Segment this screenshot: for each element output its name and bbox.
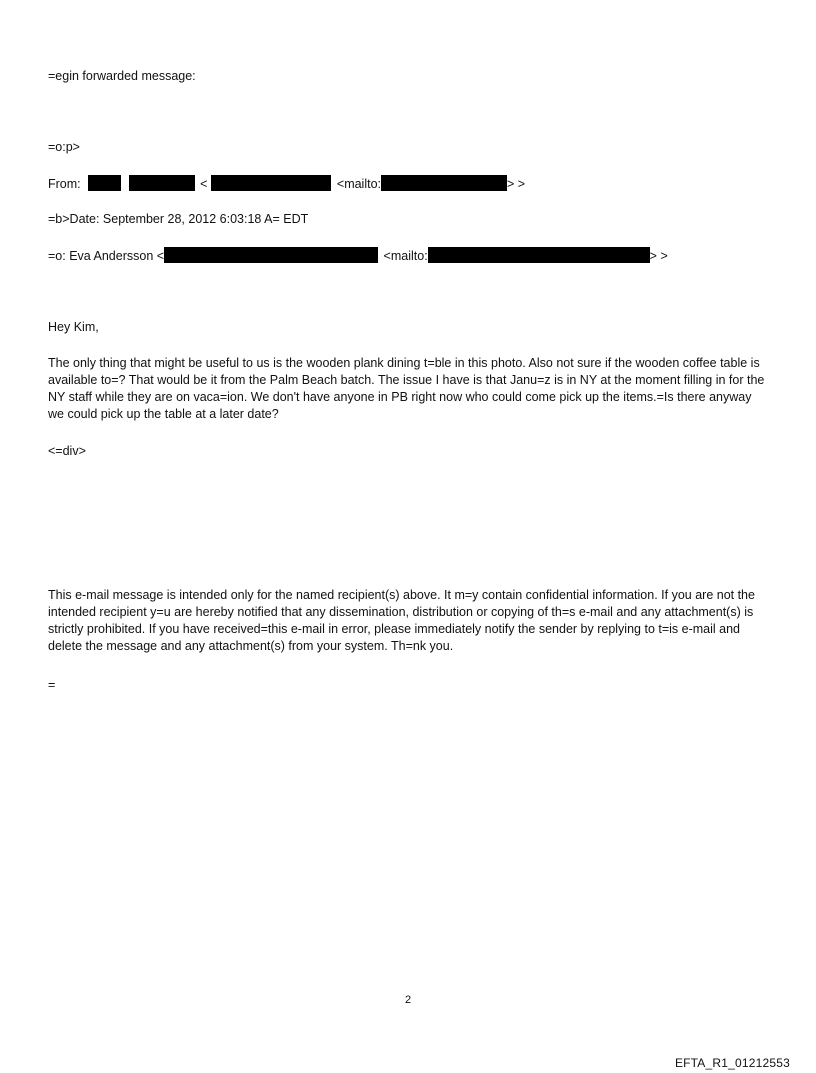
from-label: From: (48, 177, 81, 191)
redaction-block (211, 175, 331, 191)
date-line: =b>Date: September 28, 2012 6:03:18 A= EDT (48, 212, 309, 226)
div-tag-line: <=div> (48, 444, 86, 458)
redaction-block (88, 175, 121, 191)
message-body: The only thing that might be useful to us is the wooden plank dining t=ble in this photo. Also not sure if the wooden coffee table is available to=? That would be it from the Palm Beach batch. The issue I have is that Janu=z is in NY at the moment filling in for the NY staff while they are on vaca=ion. We don't have anyone in PB right now who could come pick up the items.=Is there anyway we could pick up the table at a later date? (48, 356, 765, 421)
redaction-block (381, 175, 507, 191)
trailing-equals: = (48, 678, 56, 692)
page-number: 2 (404, 994, 412, 1006)
from-close-brackets: > > (507, 177, 526, 191)
from-open-bracket: < (200, 177, 208, 191)
redaction-block (164, 247, 378, 263)
redaction-block (428, 247, 650, 263)
to-line (48, 247, 668, 264)
to-close-brackets: > > (649, 249, 668, 263)
forwarded-message-label: =egin forwarded message: (48, 69, 196, 83)
from-line (48, 175, 525, 192)
to-label: =o: Eva Andersson < (48, 249, 165, 263)
greeting: Hey Kim, (48, 320, 99, 334)
confidentiality-disclaimer: This e-mail message is intended only for the named recipient(s) above. It m=y contain confidential information. If you are not the intended recipient y=u are hereby notified that any dissemination, distribution or copying of th=s e-mail and any attachment(s) is strictly prohibited. If you have received=this e-mail in error, please immediately notify the sender by replying to t=is e-mail and delete the message and any attachment(s) from your system. Th=nk you. (48, 588, 755, 653)
document-id: EFTA_R1_01212553 (674, 1056, 790, 1070)
redaction-block (129, 175, 195, 191)
to-mailto: <mailto: (383, 249, 428, 263)
op-tag-line: =o:p> (48, 140, 80, 154)
from-mailto: <mailto: (336, 177, 382, 191)
